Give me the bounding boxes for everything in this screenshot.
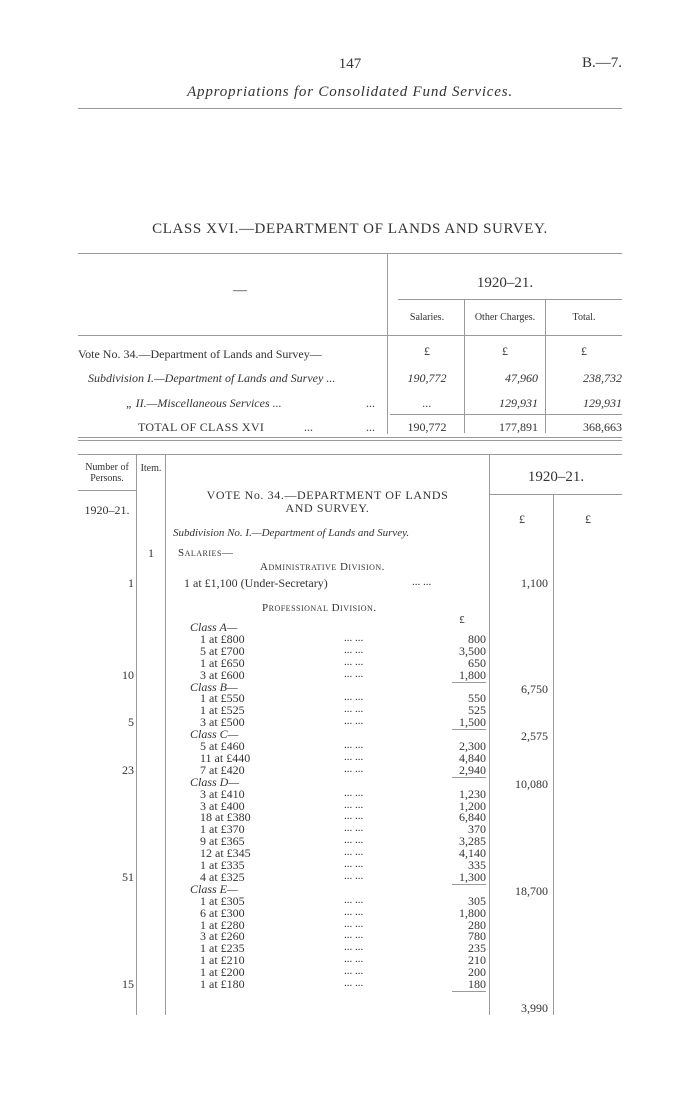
salary-amount: 1,500 xyxy=(459,715,486,730)
total-dots-1: ... xyxy=(304,420,313,434)
total-dots-2: ... xyxy=(366,420,375,434)
summary-total-rule xyxy=(390,414,622,415)
summary-year-rule xyxy=(398,299,622,300)
summary-blank-header: — xyxy=(233,283,247,298)
salary-amount: 550 xyxy=(468,691,486,706)
col-other-header: Other Charges. xyxy=(474,312,536,323)
class-subtotal: 18,700 xyxy=(515,883,548,898)
currency-other: £ xyxy=(502,344,508,358)
salary-line: 6 at £300 xyxy=(200,905,245,920)
leader-dots: ... ... xyxy=(344,869,364,882)
class-label: Class E— xyxy=(190,881,238,896)
class-subtotal: 6,750 xyxy=(521,681,548,696)
leader-dots: ... ... xyxy=(344,631,364,644)
salary-amount: 1,200 xyxy=(459,798,486,813)
summary-header-rule xyxy=(78,335,622,336)
class-subtotal: 2,575 xyxy=(521,729,548,744)
vote-label: Vote No. 34.—Department of Lands and Survey— xyxy=(78,347,322,361)
running-title: Appropriations for Consolidated Fund Services. xyxy=(187,84,513,100)
persons-header-rule xyxy=(78,490,136,491)
under-secretary-persons: 1 xyxy=(128,576,134,590)
class-subtotal: 10,080 xyxy=(515,776,548,791)
currency-total: £ xyxy=(581,344,587,358)
class-amount-rule xyxy=(452,682,486,683)
salary-line: 11 at £440 xyxy=(200,750,251,765)
salary-amount: 1,230 xyxy=(459,786,486,801)
salary-line: 3 at £260 xyxy=(200,929,245,944)
class-amount-currency: £ xyxy=(459,614,465,626)
class-label: Class B— xyxy=(190,679,238,694)
salary-amount: 1,300 xyxy=(459,869,486,884)
detail-divider-item xyxy=(165,455,166,1015)
summary-year: 1920–21. xyxy=(476,275,534,291)
detail-year-rule xyxy=(490,494,622,495)
salary-line: 3 at £410 xyxy=(200,786,245,801)
salary-line: 1 at £180 xyxy=(200,977,245,991)
col-total-header: Total. xyxy=(572,312,596,323)
total-other: 177,891 xyxy=(499,420,538,434)
total-total: 368,663 xyxy=(583,420,622,434)
salary-line: 3 at £400 xyxy=(200,798,245,813)
leader-dots: ... ... xyxy=(344,739,364,751)
leader-dots: ... ... xyxy=(344,691,364,704)
subdivision-2-salaries: ... xyxy=(422,396,432,410)
summary-top-rule xyxy=(78,253,622,254)
leader-dots: ... ... xyxy=(344,715,364,728)
subdivision-1-total: 238,732 xyxy=(583,371,622,385)
class-amount-rule xyxy=(452,777,486,778)
under-secretary-line: 1 at £1,100 (Under-Secretary) xyxy=(184,576,328,590)
subdivision-2-dots: ... xyxy=(366,396,375,410)
summary-bottom-rule-2 xyxy=(78,440,622,441)
leader-dots: ... ... xyxy=(344,750,364,763)
persons-year: 1920–21. xyxy=(84,503,130,517)
detail-year: 1920–21. xyxy=(527,469,585,485)
salary-amount: 370 xyxy=(468,822,486,837)
leader-dots: ... ... xyxy=(344,905,364,918)
header-rule xyxy=(78,108,622,109)
leader-dots: ... ... xyxy=(344,977,364,989)
salary-amount: 180 xyxy=(468,977,486,991)
salary-amount: 650 xyxy=(468,655,486,670)
salary-line: 1 at £650 xyxy=(200,655,245,670)
salary-amount: 1,800 xyxy=(459,667,486,682)
header-number-of-persons: Number of Persons. xyxy=(85,462,129,484)
detail-divider-totals xyxy=(553,495,554,1015)
subdivision-2-other: 129,931 xyxy=(499,396,538,410)
leader-dots: ... ... xyxy=(344,834,364,847)
under-secretary-total: 1,100 xyxy=(521,576,548,590)
under-secretary-dots: ... ... xyxy=(412,576,432,588)
salary-line: 1 at £525 xyxy=(200,703,245,718)
total-salaries: 190,772 xyxy=(407,420,447,434)
col-salaries-header: Salaries. xyxy=(409,312,445,323)
detail-currency-2: £ xyxy=(585,512,591,526)
leader-dots: ... ... xyxy=(344,929,364,942)
leader-dots: ... ... xyxy=(344,786,364,799)
class-label: Class D— xyxy=(190,774,240,789)
salary-amount: 4,140 xyxy=(459,846,486,861)
salary-line: 1 at £210 xyxy=(200,953,245,968)
salary-amount: 2,300 xyxy=(459,739,486,753)
leader-dots: ... ... xyxy=(344,858,364,870)
class-title: CLASS XVI.—DEPARTMENT OF LANDS AND SURVEY. xyxy=(152,221,548,237)
salary-line: 1 at £335 xyxy=(200,858,245,872)
salary-line: 1 at £280 xyxy=(200,917,245,932)
salary-amount: 305 xyxy=(468,893,486,908)
subdivision-2-label: „ II.—Miscellaneous Services ... xyxy=(126,396,282,410)
salary-amount: 525 xyxy=(468,703,486,718)
vote-title-line-2: AND SURVEY. xyxy=(285,501,370,515)
salary-line: 5 at £460 xyxy=(200,739,245,753)
administrative-division-heading: Administrative Division. xyxy=(260,561,385,573)
salary-amount: 1,800 xyxy=(459,905,486,920)
salary-amount: 200 xyxy=(468,965,486,980)
salary-line: 7 at £420 xyxy=(200,762,245,777)
salary-amount: 210 xyxy=(468,953,486,968)
salary-amount: 335 xyxy=(468,858,486,872)
leader-dots: ... ... xyxy=(344,846,364,859)
class-label: Class A— xyxy=(190,620,238,634)
salary-line: 9 at £365 xyxy=(200,834,245,849)
class-persons: 15 xyxy=(122,977,134,991)
leader-dots: ... ... xyxy=(344,810,364,823)
class-persons: 10 xyxy=(122,667,134,682)
salary-line: 3 at £600 xyxy=(200,667,245,682)
salary-line: 3 at £500 xyxy=(200,715,245,730)
leader-dots: ... ... xyxy=(344,703,364,716)
salary-line: 4 at £325 xyxy=(200,869,245,884)
salary-line: 1 at £800 xyxy=(200,631,245,646)
salary-amount: 3,285 xyxy=(459,834,486,849)
document-reference: B.—7. xyxy=(581,55,622,71)
class-subtotal: 3,990 xyxy=(521,1000,548,1015)
salary-line: 1 at £235 xyxy=(200,941,245,956)
leader-dots: ... ... xyxy=(344,643,364,656)
leader-dots: ... ... xyxy=(344,798,364,811)
header-item: Item. xyxy=(140,463,162,474)
salary-line: 12 at £345 xyxy=(200,846,251,861)
professional-division-heading: Professional Division. xyxy=(262,602,377,614)
class-amount-rule xyxy=(452,884,486,885)
leader-dots: ... ... xyxy=(344,917,364,930)
class-persons: 5 xyxy=(128,715,134,730)
total-label: TOTAL OF CLASS XVI xyxy=(138,420,265,434)
subdivision-2-total: 129,931 xyxy=(583,396,622,410)
leader-dots: ... ... xyxy=(344,893,364,906)
salary-line: 5 at £700 xyxy=(200,643,245,658)
summary-bottom-rule xyxy=(78,437,622,438)
salary-line: 18 at £380 xyxy=(200,810,251,825)
class-persons: 51 xyxy=(122,869,134,884)
leader-dots: ... ... xyxy=(344,762,364,775)
leader-dots: ... ... xyxy=(344,965,364,978)
detail-top-rule xyxy=(78,454,622,455)
salary-amount: 235 xyxy=(468,941,486,956)
class-amount-rule xyxy=(452,991,486,992)
leader-dots: ... ... xyxy=(344,822,364,835)
salary-amount: 800 xyxy=(468,631,486,646)
detail-divider-persons xyxy=(136,455,137,1015)
salary-amount: 780 xyxy=(468,929,486,944)
salaries-heading: Salaries— xyxy=(178,547,234,559)
subdivision-1-salaries: 190,772 xyxy=(407,371,447,385)
class-persons: 23 xyxy=(122,762,134,777)
subdivision-heading: Subdivision No. I.—Department of Lands and Survey. xyxy=(173,527,410,539)
page-number: 147 xyxy=(338,56,362,72)
salary-amount: 3,500 xyxy=(459,643,486,658)
salary-amount: 4,840 xyxy=(459,750,486,765)
salary-line: 1 at £200 xyxy=(200,965,245,980)
leader-dots: ... ... xyxy=(344,953,364,966)
leader-dots: ... ... xyxy=(344,655,364,668)
class-amount-rule xyxy=(452,729,486,730)
item-number: 1 xyxy=(148,546,154,560)
detail-currency-1: £ xyxy=(519,512,525,526)
salary-amount: 2,940 xyxy=(459,762,486,777)
subdivision-1-label: Subdivision I.—Department of Lands and Survey ... xyxy=(88,371,336,385)
currency-salaries: £ xyxy=(424,344,430,358)
salary-amount: 280 xyxy=(468,917,486,932)
salary-line: 1 at £305 xyxy=(200,893,245,908)
salary-amount: 6,840 xyxy=(459,810,486,825)
class-label: Class C— xyxy=(190,727,239,742)
leader-dots: ... ... xyxy=(344,941,364,954)
subdivision-1-other: 47,960 xyxy=(505,371,538,385)
leader-dots: ... ... xyxy=(344,667,364,680)
salary-line: 1 at £550 xyxy=(200,691,245,706)
vote-title-line-1: VOTE No. 34.—DEPARTMENT OF LANDS xyxy=(206,488,449,502)
salary-line: 1 at £370 xyxy=(200,822,245,837)
